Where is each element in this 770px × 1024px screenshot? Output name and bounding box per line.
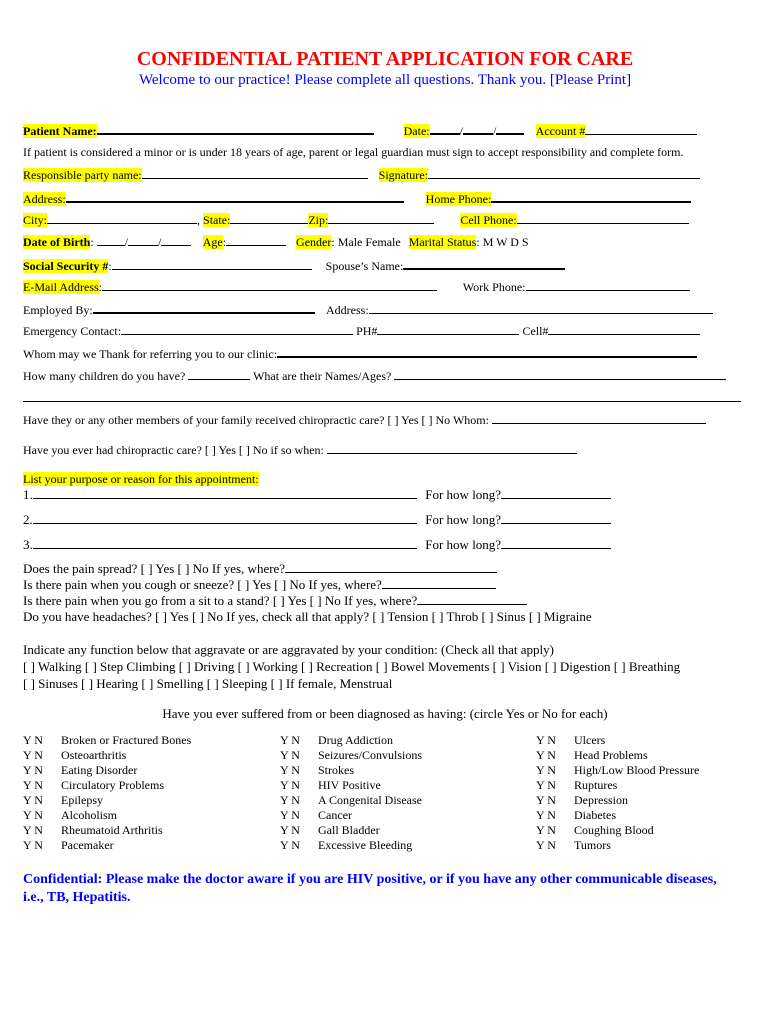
history-item[interactable]: Y N Coughing Blood [536, 823, 654, 837]
home-phone-field[interactable] [491, 190, 691, 203]
history-item[interactable]: Y N Excessive Bleeding [280, 838, 413, 852]
yes-no-options: Y N [23, 808, 43, 822]
history-item[interactable]: Y N Cancer [280, 808, 352, 822]
employed-by-field[interactable] [93, 301, 315, 314]
dob-day-field[interactable] [128, 234, 158, 246]
referral-field[interactable] [277, 345, 697, 358]
history-item[interactable]: Y N Gall Bladder [280, 823, 380, 837]
history-item[interactable]: Y N Tumors [536, 838, 611, 852]
zip-label: Zip: [308, 213, 329, 227]
marital-status-options[interactable]: : M W D S [476, 235, 529, 249]
purpose-field-2[interactable] [33, 512, 417, 524]
history-item[interactable]: Y N Alcoholism [23, 808, 117, 822]
how-long-label: For how long? [425, 487, 502, 502]
employed-by-label: Employed By: [23, 303, 93, 317]
history-item[interactable]: Y N A Congenital Disease [280, 793, 422, 807]
children-label: How many children do you have? [23, 369, 186, 383]
yes-no-options: Y N [280, 808, 300, 822]
yes-no-options: Y N [280, 823, 300, 837]
ph-label: PH# [356, 324, 378, 338]
yes-no-options: Y N [23, 793, 43, 807]
history-item[interactable]: Y N Circulatory Problems [23, 778, 164, 792]
history-column-2 [280, 733, 422, 853]
cell-field[interactable] [548, 323, 700, 335]
history-column-3 [536, 733, 699, 853]
yes-no-options: Y N [23, 838, 43, 852]
yes-no-options: Y N [280, 733, 300, 747]
page-title: CONFIDENTIAL PATIENT APPLICATION FOR CARE [136, 48, 634, 70]
page-subtitle: Welcome to our practice! Please complete all questions. Thank you. [Please Print] [138, 72, 632, 88]
employer-address-field[interactable] [369, 302, 713, 314]
yes-no-options: Y N [23, 733, 43, 747]
yes-no-options: Y N [23, 778, 43, 792]
names-ages-field[interactable] [394, 368, 726, 380]
yes-no-options: Y N [23, 763, 43, 777]
dob-year-field[interactable] [161, 234, 191, 246]
emergency-contact-label: Emergency Contact: [23, 324, 122, 338]
yes-no-options: Y N [280, 778, 300, 792]
children-field[interactable] [188, 368, 250, 380]
pain-cough-question[interactable]: Is there pain when you cough or sneeze? [ ] Yes [ ] No If yes, where? [23, 577, 382, 592]
function-options-line1[interactable]: [ ] Walking [ ] Step Climbing [ ] Driving [ ] Working [ ] Recreation [ ] Bowel Movements [ ] Vision [ ] Digestion [ ] Breathing [23, 659, 681, 674]
yes-no-options: Y N [536, 838, 556, 852]
history-item[interactable]: Y N Epilepsy [23, 793, 103, 807]
yes-no-options: Y N [536, 748, 556, 762]
account-label: Account # [535, 124, 586, 138]
had-care-when-field[interactable] [327, 442, 577, 454]
patient-name-label: Patient Name: [23, 124, 97, 138]
purpose-item-number: 2. [23, 512, 33, 527]
cell-phone-field[interactable] [517, 212, 689, 224]
home-phone-label: Home Phone: [425, 192, 492, 206]
patient-name-row: Patient Name: Date: / / Account # [23, 122, 697, 139]
pain-spread-question[interactable]: Does the pain spread? [ ] Yes [ ] No If yes, where? [23, 561, 286, 576]
email-label: E-Mail Address [23, 280, 99, 294]
function-options-line2[interactable]: [ ] Sinuses [ ] Hearing [ ] Smelling [ ] Sleeping [ ] If female, Menstrual [23, 676, 393, 691]
had-care-label: Have you ever had chiropractic care? [ ] Yes [ ] No if so when: [23, 443, 324, 457]
responsible-party-field[interactable] [142, 167, 368, 179]
yes-no-options: Y N [536, 763, 556, 777]
zip-field[interactable] [328, 212, 434, 224]
ssn-field[interactable] [112, 258, 312, 270]
yes-no-options: Y N [280, 793, 300, 807]
purpose-heading: List your purpose or reason for this appointment: [23, 472, 259, 486]
history-item[interactable]: Y N Osteoarthritis [23, 748, 127, 762]
signature-label: Signature: [378, 168, 428, 182]
state-field[interactable] [230, 212, 308, 224]
marital-status-label: Marital Status [408, 235, 477, 249]
history-column-1 [23, 733, 191, 853]
how-long-field-3[interactable] [501, 537, 611, 549]
date-year-field[interactable] [496, 122, 524, 135]
work-phone-field[interactable] [526, 279, 690, 291]
yes-no-options: Y N [536, 778, 556, 792]
yes-no-options: Y N [536, 733, 556, 747]
history-item[interactable]: Y N Eating Disorder [23, 763, 138, 777]
yes-no-options: Y N [536, 793, 556, 807]
dob-month-field[interactable] [97, 234, 125, 246]
headaches-question[interactable]: Do you have headaches? [ ] Yes [ ] No If yes, check all that apply? [ ] Tension [ ] Throb [ ] Sinus [ ] Migraine [23, 609, 592, 624]
purpose-item-number: 1. [23, 487, 33, 502]
yes-no-options: Y N [280, 748, 300, 762]
address-field[interactable] [66, 190, 404, 203]
city-label: City: [23, 213, 48, 227]
dob-colon: : [90, 235, 94, 249]
yes-no-options: Y N [536, 823, 556, 837]
purpose-item-number: 3. [23, 537, 33, 552]
pain-spread-where-field[interactable] [285, 561, 497, 573]
state-label: State: [203, 213, 231, 227]
names-ages-field-line2[interactable] [23, 401, 741, 402]
history-item[interactable]: Y N Strokes [280, 763, 354, 777]
minor-note: If patient is considered a minor or is under 18 years of age, parent or legal guardian must sign to accept responsibility and complete form. [23, 145, 684, 159]
cell-phone-label: Cell Phone: [460, 213, 517, 227]
history-item[interactable]: Y N HIV Positive [280, 778, 381, 792]
age-label: Age [202, 235, 223, 249]
date-label: Date: [403, 124, 430, 138]
ssn-colon: : [108, 259, 112, 273]
how-long-label: For how long? [425, 512, 502, 527]
purpose-field-3[interactable] [33, 537, 417, 549]
gender-options[interactable]: : Male Female [331, 235, 401, 249]
history-item[interactable]: Y N Diabetes [536, 808, 616, 822]
history-item[interactable]: Y N Pacemaker [23, 838, 114, 852]
emergency-contact-field[interactable] [121, 323, 353, 335]
dob-label: Date of Birth [23, 235, 91, 249]
yes-no-options: Y N [280, 838, 300, 852]
family-care-whom-field[interactable] [492, 412, 706, 424]
signature-field[interactable] [428, 167, 700, 179]
pain-sit-stand-where-field[interactable] [417, 593, 527, 605]
function-intro: Indicate any function below that aggravate or are aggravated by your condition: (Check all that apply) [23, 642, 554, 657]
pain-cough-where-field[interactable] [382, 577, 496, 589]
date-day-field[interactable] [463, 122, 493, 135]
history-item[interactable]: Y N Ulcers [536, 733, 606, 747]
history-item[interactable]: Y N Depression [536, 793, 628, 807]
yes-no-options: Y N [23, 823, 43, 837]
history-item[interactable]: Y N Seizures/Convulsions [280, 748, 422, 762]
history-item[interactable]: Y N Drug Addiction [280, 733, 393, 747]
confidential-notice: Confidential: Please make the doctor aware if you are HIV positive, or if you have any other communicable diseases, i.e., TB, Hepatitis. [23, 872, 717, 905]
history-item[interactable]: Y N Broken or Fractured Bones [23, 733, 192, 747]
gender-label: Gender [296, 235, 332, 249]
purpose-field-1[interactable] [33, 487, 417, 499]
pain-sit-stand-question[interactable]: Is there pain when you go from a sit to a stand? [ ] Yes [ ] No If yes, where? [23, 593, 418, 608]
history-item[interactable]: Y N Rheumatoid Arthritis [23, 823, 163, 837]
employer-address-label: Address: [326, 303, 369, 317]
patient-name-field[interactable] [97, 122, 374, 135]
city-field[interactable] [47, 212, 197, 224]
age-colon: : [222, 235, 227, 249]
yes-no-options: Y N [23, 748, 43, 762]
how-long-label: For how long? [425, 537, 502, 552]
spouse-label: Spouse’s Name: [325, 259, 404, 273]
history-item[interactable]: Y N Head Problems [536, 748, 648, 762]
date-month-field[interactable] [430, 122, 460, 135]
history-item[interactable]: Y N High/Low Blood Pressure [536, 763, 700, 777]
age-field[interactable] [226, 234, 286, 246]
yes-no-options: Y N [280, 763, 300, 777]
family-care-label: Have they or any other members of your family received chiropractic care? [ ] Yes [ ] No Whom: [23, 413, 489, 427]
work-phone-label: Work Phone: [462, 280, 526, 294]
yes-no-options: Y N [536, 808, 556, 822]
referral-label: Whom may we Thank for referring you to our clinic: [23, 347, 278, 361]
how-long-field-2[interactable] [501, 512, 611, 524]
names-ages-label: What are their Names/Ages? [253, 369, 392, 383]
account-field[interactable] [585, 123, 697, 135]
spouse-field[interactable] [403, 257, 565, 270]
email-field[interactable] [102, 279, 437, 291]
history-item[interactable]: Y N Ruptures [536, 778, 618, 792]
cell-label: Cell# [522, 324, 549, 338]
history-intro: Have you ever suffered from or been diagnosed as having: (circle Yes or No for each) [162, 706, 608, 721]
ph-field[interactable] [377, 323, 519, 335]
how-long-field-1[interactable] [501, 487, 611, 499]
ssn-label: Social Security # [23, 259, 109, 273]
responsible-party-label: Responsible party name: [23, 168, 142, 182]
address-label: Address: [23, 192, 66, 206]
email-colon: : [98, 280, 102, 294]
